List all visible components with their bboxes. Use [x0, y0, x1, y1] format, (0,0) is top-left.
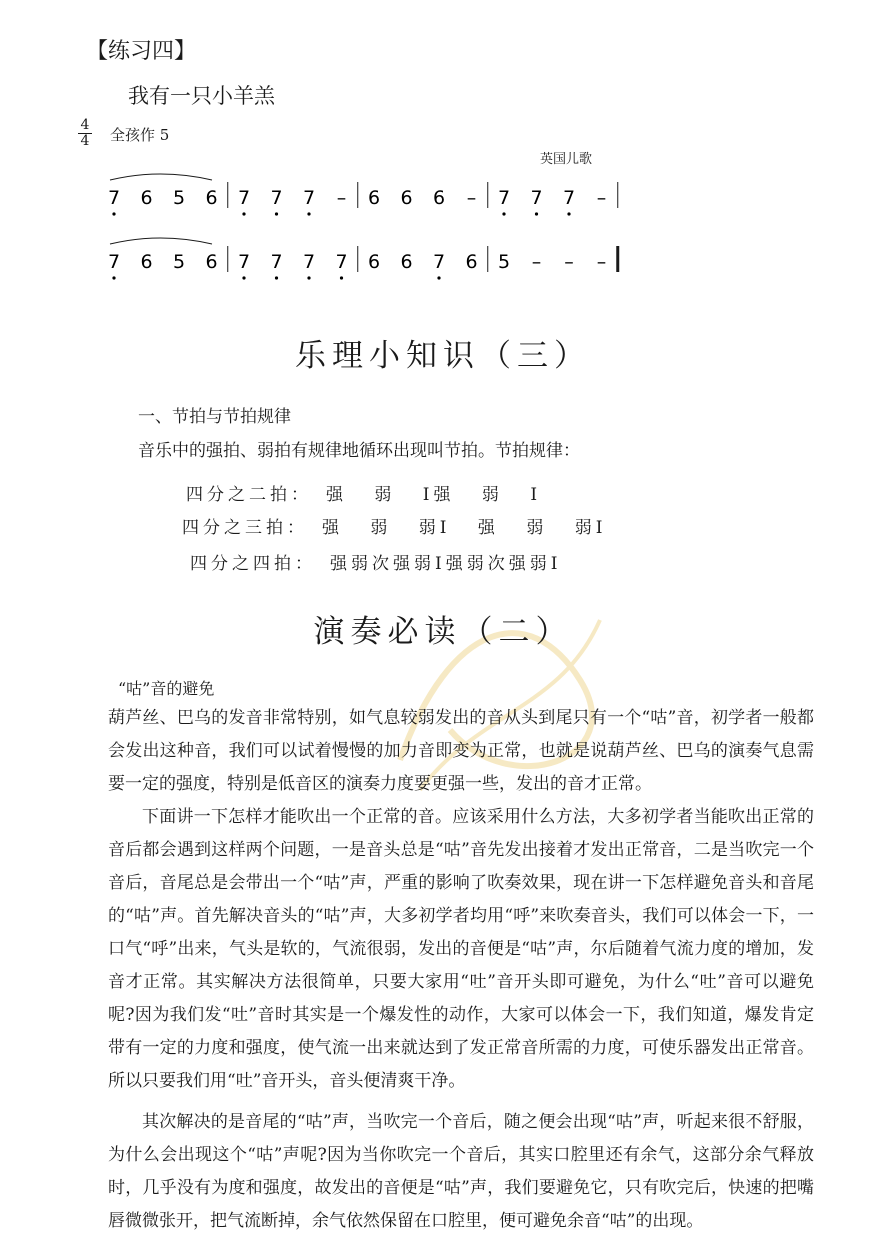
low-octave-dot: [242, 276, 245, 279]
note: –: [596, 187, 607, 209]
note: –: [336, 187, 347, 209]
low-octave-dot: [112, 276, 115, 279]
low-octave-dot: [242, 212, 245, 215]
time-signature-top: 4: [80, 117, 90, 133]
note: 5: [497, 251, 511, 273]
note: 7: [107, 187, 121, 209]
meter-row: [190, 549, 561, 574]
low-octave-dot: [307, 212, 310, 215]
low-octave-dot: [275, 212, 278, 215]
paragraph-2: 下面讲一下怎样才能吹出一个正常的音。应该采用什么方法，大多初学者当能吹出正常的音后都会遇到这样两个问题，一是音头总是“咕”音先发出接着才发出正常音，二是当吹完一个音后，音尾总是会带出一个“咕”声，严重的影响了吹奏效果，现在讲一下怎样避免音头和音尾的“咕”声。首先解决音头的“咕”声，大多初学者均用“呼”来吹奏音头，我们可以体会一下，一口气“呼”出来，气头是软的，气流很弱，发出的音便是“咕”声，尔后随着气流力度的增加，发音才正常。其实解决方法很简单，只要大家用“吐”音开头即可避免，为什么“吐”音可以避免呢?因为我们发“吐”音时其实是一个爆发性的动作，大家可以体会一下，我们知道，爆发肯定带有一定的力度和强度，使气流一出来就达到了发正常音所需的力度，可使乐器发出正常音。所以只要我们用“吐”音开头，音头便清爽干净。: [108, 807, 814, 1091]
low-octave-dot: [567, 212, 570, 215]
low-octave-dot: [112, 212, 115, 215]
meter-row: [186, 480, 541, 505]
slur: [110, 174, 212, 180]
song-origin: 英国儿歌: [540, 152, 593, 167]
note: 7: [432, 251, 446, 273]
note: 7: [302, 187, 316, 209]
note: 6: [432, 187, 446, 209]
meter-label: 四分之四拍：: [190, 554, 316, 574]
note: 5: [172, 187, 186, 209]
meter-pattern: 强弱次强弱I强弱次强弱I: [330, 554, 562, 574]
slur: [110, 238, 212, 244]
note: –: [596, 251, 607, 273]
low-octave-dot: [437, 276, 440, 279]
exercise-label: 【练习四】: [86, 39, 197, 64]
note: 7: [270, 187, 283, 209]
paragraph-1: 葫芦丝、巴乌的发音非常特别，如气息较弱发出的音从头到尾只有一个“咕”音，初学者一般都会发出这种音，我们可以试着慢慢的加力音即变为正常，也就是说葫芦丝、巴乌的演奏气息需要一定的强度，特别是低音区的演奏力度要更强一些，发出的音才正常。: [108, 708, 814, 794]
note: 5: [172, 251, 186, 273]
time-signature-bottom: 4: [78, 133, 92, 149]
low-octave-dot: [340, 276, 343, 279]
note: 6: [367, 251, 381, 273]
note: 7: [237, 251, 251, 273]
note: 6: [465, 251, 478, 273]
time-signature: [78, 118, 92, 149]
note: –: [564, 251, 574, 273]
note: 7: [497, 187, 511, 209]
note: 6: [205, 187, 218, 209]
reading-heading: 演奏必读（二）: [313, 614, 573, 650]
score-line-1: [108, 174, 618, 216]
theory-section-title: 一、节拍与节拍规律: [138, 407, 291, 427]
meter-pattern: 强 弱 I强 弱 I: [326, 485, 542, 505]
reading-body: [108, 702, 814, 1238]
note: 7: [270, 251, 283, 273]
theory-intro: 音乐中的强拍、弱拍有规律地循环出现叫节拍。节拍规律：: [138, 441, 580, 461]
key-note: 全孩作 5: [110, 126, 170, 144]
note: 6: [140, 187, 153, 209]
note: 6: [400, 251, 413, 273]
note: 7: [107, 251, 121, 273]
note: 7: [335, 251, 348, 273]
meter-pattern: 强 弱 弱I 强 弱 弱I: [322, 518, 607, 538]
song-title: 我有一只小羊羔: [128, 84, 275, 108]
low-octave-dot: [535, 212, 538, 215]
note: –: [466, 187, 477, 209]
note: 7: [530, 187, 543, 209]
note: 6: [400, 187, 413, 209]
note: 7: [562, 187, 576, 209]
low-octave-dot: [275, 276, 278, 279]
score-line-2: [108, 238, 618, 280]
note: 6: [205, 251, 218, 273]
theory-heading: 乐理小知识（三）: [295, 338, 591, 374]
note: 6: [367, 187, 381, 209]
low-octave-dot: [307, 276, 310, 279]
note: 7: [237, 187, 251, 209]
jianpu-score: [100, 162, 630, 292]
note: 7: [302, 251, 316, 273]
low-octave-dot: [502, 212, 505, 215]
reading-subtitle: “咕”音的避免: [118, 679, 215, 698]
note: –: [531, 251, 542, 273]
note: 6: [140, 251, 153, 273]
meter-row: [182, 513, 606, 538]
meter-label: 四分之三拍：: [182, 518, 308, 538]
paragraph-3: 其次解决的是音尾的“咕”声，当吹完一个音后，随之便会出现“咕”声，听起来很不舒服，为什么会出现这个“咕”声呢?因为当你吹完一个音后，其实口腔里还有余气，这部分余气释放时，几乎没有为度和强度，故发出的音便是“咕”声，我们要避免它，只有吹完后，快速的把嘴唇微微张开，把气流断掉，余气依然保留在口腔里，便可避免余音“咕”的出现。: [108, 1112, 814, 1231]
meter-label: 四分之二拍：: [186, 485, 312, 505]
